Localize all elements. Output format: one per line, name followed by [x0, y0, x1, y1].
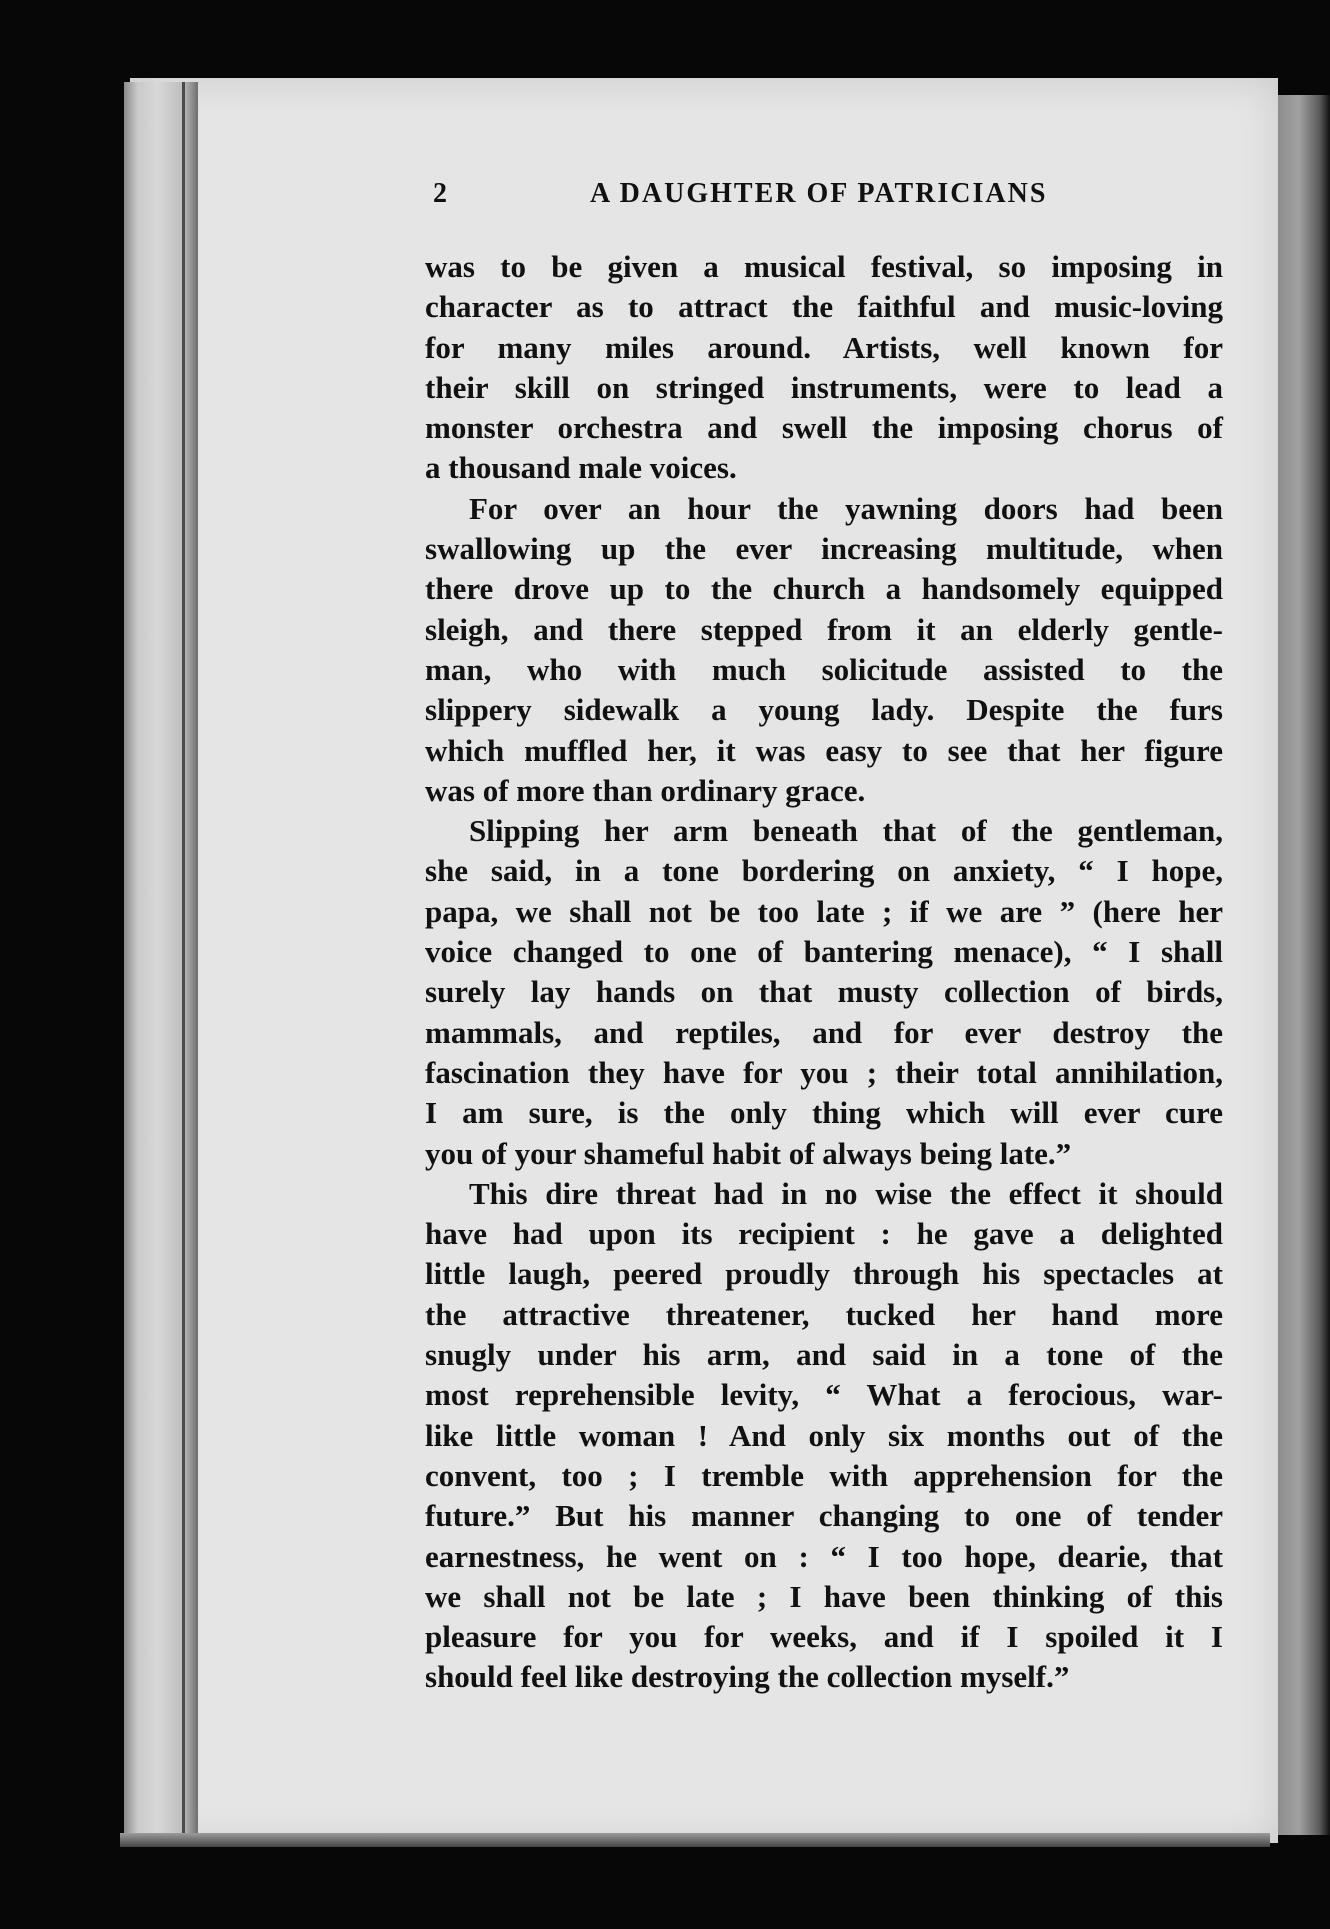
text-line: slippery sidewalk a young lady. Despite the furs: [425, 692, 1223, 728]
text-line: man, who with much solicitude assisted to the: [425, 651, 1223, 687]
text-line: she said, in a tone bordering on anxiety, “ I hope,: [425, 853, 1223, 889]
text-line: we shall not be late ; I have been thinking of this: [425, 1578, 1223, 1614]
text-line: character as to attract the faithful and music-loving: [425, 289, 1223, 325]
text-line: earnestness, he went on : “ I too hope, dearie, that: [425, 1538, 1223, 1574]
text-line: for many miles around. Artists, well known for: [425, 329, 1223, 365]
text-line: surely lay hands on that musty collection of birds,: [425, 974, 1223, 1010]
page-edge-right: [1278, 95, 1330, 1835]
text-line: future.” But his manner changing to one of tender: [425, 1498, 1223, 1534]
text-line: sleigh, and there stepped from it an elderly gentle-: [425, 611, 1223, 647]
text-line: mammals, and reptiles, and for ever destroy the: [425, 1014, 1223, 1050]
text-line: you of your shameful habit of always being late.”: [425, 1135, 1072, 1171]
text-line: snugly under his arm, and said in a tone of the: [425, 1337, 1223, 1373]
text-line: fascination they have for you ; their total annihilation,: [425, 1054, 1223, 1090]
book-spine: [124, 82, 198, 1840]
text-line: a thousand male voices.: [425, 450, 737, 486]
page-edge-bottom: [120, 1833, 1270, 1847]
text-line: This dire threat had in no wise the effect it should: [469, 1175, 1223, 1211]
text-line: their skill on stringed instruments, were to lead a: [425, 369, 1223, 405]
page-number: 2: [433, 178, 449, 209]
text-line: like little woman ! And only six months out of the: [425, 1417, 1223, 1453]
text-line: most reprehensible levity, “ What a ferocious, war-: [425, 1377, 1223, 1413]
text-line: which muffled her, it was easy to see that her figure: [425, 732, 1223, 768]
text-line: I am sure, is the only thing which will ever cure: [425, 1095, 1223, 1131]
text-line: little laugh, peered proudly through his spectacles at: [425, 1256, 1223, 1292]
text-line: monster orchestra and swell the imposing chorus of: [425, 410, 1223, 446]
text-line: voice changed to one of bantering menace), “ I shall: [425, 934, 1223, 970]
page-header: [425, 178, 1225, 224]
text-line: convent, too ; I tremble with apprehension for the: [425, 1457, 1223, 1493]
text-line: papa, we shall not be too late ; if we are ” (here her: [425, 893, 1223, 929]
text-line: the attractive threatener, tucked her hand more: [425, 1296, 1223, 1332]
body-text: [425, 247, 1223, 1698]
text-line: should feel like destroying the collection myself.”: [425, 1659, 1070, 1695]
text-line: Slipping her arm beneath that of the gentleman,: [469, 813, 1223, 849]
running-head: A DAUGHTER OF PATRICIANS: [590, 178, 1048, 209]
text-line: swallowing up the ever increasing multitude, when: [425, 531, 1223, 567]
text-line: For over an hour the yawning doors had been: [469, 490, 1223, 526]
text-line: was of more than ordinary grace.: [425, 772, 866, 808]
text-line: there drove up to the church a handsomely equipped: [425, 571, 1223, 607]
spine-shadow-line: [182, 82, 185, 1840]
text-line: have had upon its recipient : he gave a delighted: [425, 1216, 1223, 1252]
text-line: was to be given a musical festival, so imposing in: [425, 249, 1223, 284]
text-line: pleasure for you for weeks, and if I spoiled it I: [425, 1619, 1223, 1655]
